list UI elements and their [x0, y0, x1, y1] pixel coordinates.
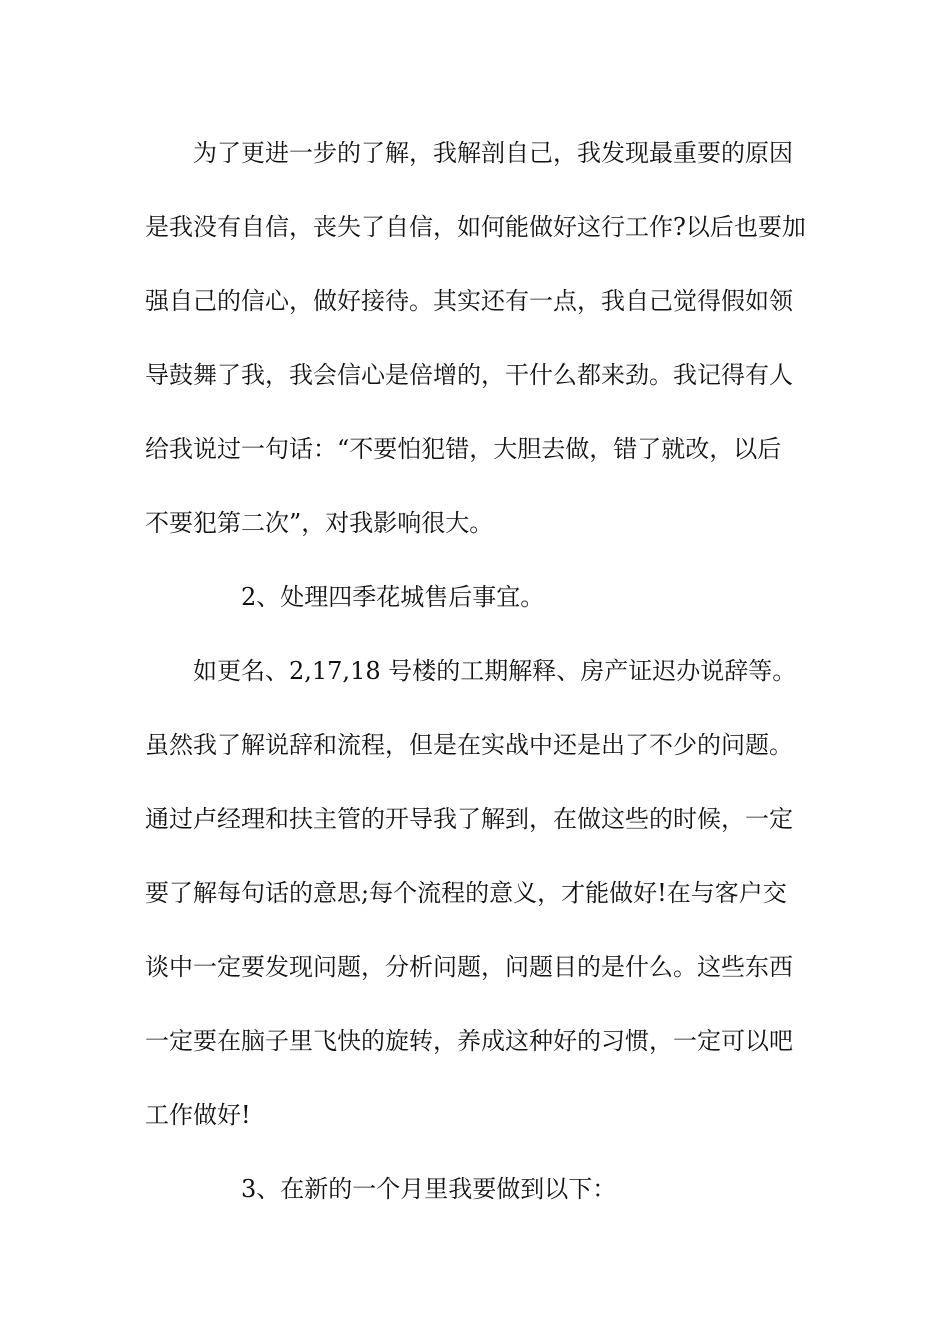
paragraph-line-6: 不要犯第二次”，对我影响很大。 [145, 509, 494, 537]
paragraph-line-2: 是我没有自信，丧失了自信，如何能做好这行工作?以后也要加 [145, 213, 806, 241]
paragraph-line-4: 导鼓舞了我，我会信心是倍增的，干什么都来劲。我记得有人 [145, 361, 793, 389]
paragraph-line-14: 工作做好! [145, 1101, 251, 1129]
paragraph-line-1: 为了更进一步的了解，我解剖自己，我发现最重要的原因 [193, 139, 793, 167]
paragraph-line-8: 如更名、2,17,18 号楼的工期解释、房产证迟办说辞等。 [193, 657, 797, 685]
paragraph-line-10: 通过卢经理和扶主管的开导我了解到，在做这些的时候，一定 [145, 805, 793, 833]
paragraph-line-5: 给我说过一句话：“不要怕犯错，大胆去做，错了就改，以后 [145, 435, 782, 463]
section-heading-2: 2、处理四季花城售后事宜。 [241, 583, 545, 611]
paragraph-line-13: 一定要在脑子里飞快的旋转，养成这种好的习惯，一定可以吧 [145, 1027, 793, 1055]
paragraph-line-9: 虽然我了解说辞和流程，但是在实战中还是出了不少的问题。 [145, 731, 793, 759]
section-heading-3: 3、在新的一个月里我要做到以下： [241, 1175, 617, 1203]
paragraph-line-11: 要了解每句话的意思;每个流程的意义，才能做好!在与客户交 [145, 879, 787, 907]
paragraph-line-12: 谈中一定要发现问题，分析问题，问题目的是什么。这些东西 [145, 953, 793, 981]
paragraph-line-3: 强自己的信心，做好接待。其实还有一点，我自己觉得假如领 [145, 287, 793, 315]
